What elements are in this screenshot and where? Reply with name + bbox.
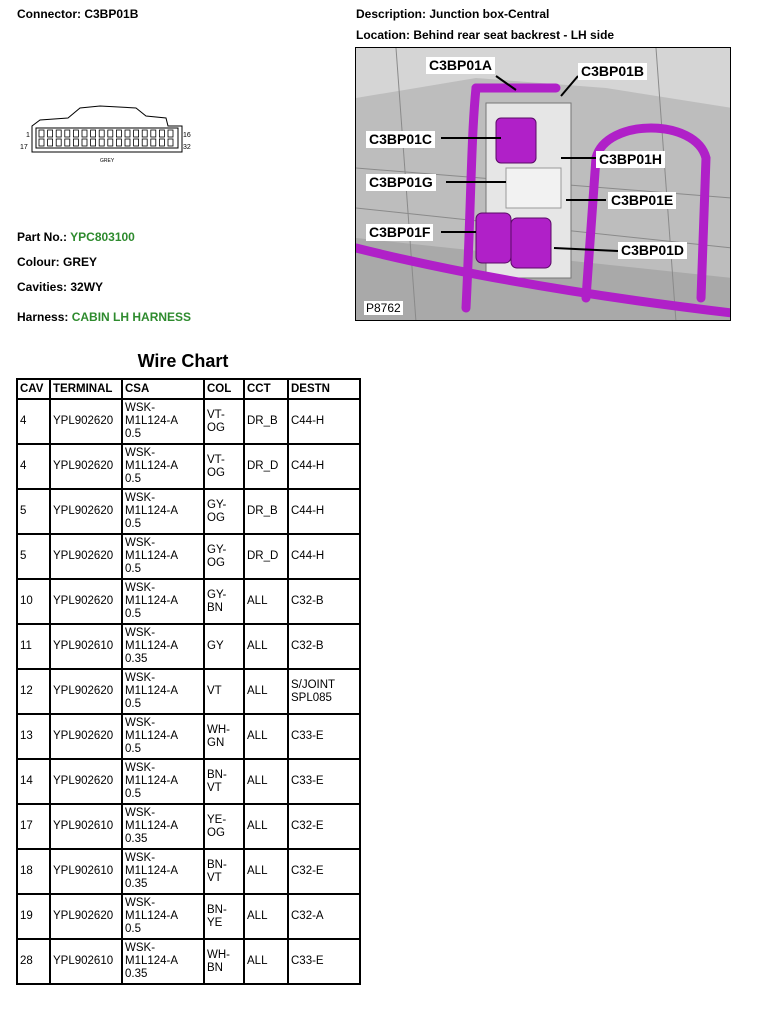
cell-cav: 13 [17, 714, 50, 759]
table-header-row [17, 379, 360, 399]
cell-cct: ALL [244, 579, 288, 624]
connector-pin [82, 139, 87, 146]
cell-csa: WSK- M1L124-A 0.5 [122, 534, 204, 579]
cell-terminal: YPL902620 [50, 579, 122, 624]
connector-pin [56, 130, 61, 137]
cell-col: YE- OG [204, 804, 244, 849]
cell-cav: 11 [17, 624, 50, 669]
connector-pin [159, 130, 164, 137]
cell-col: WH- BN [204, 939, 244, 984]
cell-terminal: YPL902620 [50, 759, 122, 804]
callout-c3bp01f: C3BP01F [366, 224, 433, 241]
connector-pin [159, 139, 164, 146]
cell-cct: ALL [244, 939, 288, 984]
cell-cct: DR_B [244, 489, 288, 534]
cell-col: BN- VT [204, 849, 244, 894]
wire-chart-table [16, 378, 361, 985]
cell-cct: ALL [244, 669, 288, 714]
cell-col: VT- OG [204, 399, 244, 444]
cell-col: VT [204, 669, 244, 714]
connector-pin [48, 130, 53, 137]
cell-cav: 17 [17, 804, 50, 849]
photo-reference: P8762 [366, 301, 401, 315]
cell-destn: C44-H [288, 444, 360, 489]
table-row [17, 444, 360, 489]
connector-label: Connector: C3BP01B [17, 7, 139, 21]
table-row [17, 804, 360, 849]
cell-destn: C32-E [288, 804, 360, 849]
table-row [17, 399, 360, 444]
cell-terminal: YPL902620 [50, 444, 122, 489]
cell-cav: 28 [17, 939, 50, 984]
cell-terminal: YPL902620 [50, 534, 122, 579]
connector-pin [39, 130, 44, 137]
cell-csa: WSK- M1L124-A 0.5 [122, 894, 204, 939]
harness-value: CABIN LH HARNESS [71, 310, 192, 324]
wire-chart-title: Wire Chart [137, 351, 229, 371]
header-csa: CSA [122, 379, 204, 399]
cell-csa: WSK- M1L124-A 0.5 [122, 579, 204, 624]
connector-face-diagram [18, 100, 198, 170]
cell-cct: ALL [244, 624, 288, 669]
cell-cct: ALL [244, 759, 288, 804]
table-row [17, 669, 360, 714]
connector-pin [73, 130, 78, 137]
cell-col: GY- BN [204, 579, 244, 624]
cell-cav: 5 [17, 534, 50, 579]
callout-c3bp01b: C3BP01B [578, 63, 647, 80]
cell-csa: WSK- M1L124-A 0.5 [122, 669, 204, 714]
connector-pin [151, 139, 156, 146]
connector-pin [65, 130, 70, 137]
connector-pin [125, 139, 130, 146]
connector-pin [125, 130, 130, 137]
cell-csa: WSK- M1L124-A 0.5 [122, 489, 204, 534]
header-cav: CAV [17, 379, 50, 399]
table-row [17, 894, 360, 939]
cell-cav: 18 [17, 849, 50, 894]
header-terminal: TERMINAL [50, 379, 122, 399]
callout-c3bp01g: C3BP01G [366, 174, 436, 191]
cell-cct: DR_B [244, 399, 288, 444]
cell-destn: C33-E [288, 714, 360, 759]
connector-pin [142, 139, 147, 146]
connector-pin [91, 130, 96, 137]
cell-col: GY- OG [204, 534, 244, 579]
table-row [17, 849, 360, 894]
description-label: Description: Junction box-Central [356, 7, 550, 21]
cell-destn: C44-H [288, 399, 360, 444]
connector-pin [134, 139, 139, 146]
cell-cav: 4 [17, 399, 50, 444]
connector-pin [39, 139, 44, 146]
cavities-label: Cavities: 32WY [17, 280, 104, 294]
part-number [17, 230, 135, 244]
connector-pin [116, 130, 121, 137]
connector-pin [56, 139, 61, 146]
cell-csa: WSK- M1L124-A 0.35 [122, 849, 204, 894]
cell-cct: DR_D [244, 534, 288, 579]
table-row [17, 939, 360, 984]
cell-cct: ALL [244, 804, 288, 849]
cell-terminal: YPL902610 [50, 849, 122, 894]
table-row [17, 759, 360, 804]
harness [17, 310, 191, 324]
part-number-label: Part No.: [17, 230, 68, 244]
pin-17-label: 17 [20, 144, 28, 151]
header-destn: DESTN [288, 379, 360, 399]
cell-csa: WSK- M1L124-A 0.5 [122, 759, 204, 804]
cell-cav: 5 [17, 489, 50, 534]
location-label: Location: Behind rear seat backrest - LH side [356, 28, 615, 42]
callout-c3bp01a: C3BP01A [426, 57, 495, 74]
cell-csa: WSK- M1L124-A 0.35 [122, 624, 204, 669]
header-col: COL [204, 379, 244, 399]
callout-c3bp01d: C3BP01D [618, 242, 687, 259]
cell-terminal: YPL902620 [50, 489, 122, 534]
connector-pin [134, 130, 139, 137]
cell-terminal: YPL902610 [50, 804, 122, 849]
cell-terminal: YPL902620 [50, 894, 122, 939]
harness-label: Harness: [17, 310, 69, 324]
pin-32-label: 32 [183, 144, 191, 151]
cell-terminal: YPL902610 [50, 939, 122, 984]
cell-col: BN- YE [204, 894, 244, 939]
cell-cav: 14 [17, 759, 50, 804]
cell-csa: WSK- M1L124-A 0.35 [122, 804, 204, 849]
cell-terminal: YPL902620 [50, 714, 122, 759]
cell-col: BN- VT [204, 759, 244, 804]
cell-csa: WSK- M1L124-A 0.35 [122, 939, 204, 984]
connector-pin [91, 139, 96, 146]
connector-pin [108, 139, 113, 146]
cell-terminal: YPL902620 [50, 669, 122, 714]
connector-pin [116, 139, 121, 146]
connector-pin [168, 130, 173, 137]
cell-destn: C32-B [288, 624, 360, 669]
cell-cct: ALL [244, 894, 288, 939]
callout-c3bp01c: C3BP01C [366, 131, 435, 148]
cell-destn: C32-E [288, 849, 360, 894]
connector-pin [142, 130, 147, 137]
cell-destn: C33-E [288, 939, 360, 984]
pin-16-label: 16 [183, 132, 191, 139]
connector-pin [168, 139, 173, 146]
table-row [17, 489, 360, 534]
cell-cct: ALL [244, 714, 288, 759]
cell-cav: 10 [17, 579, 50, 624]
callout-c3bp01h: C3BP01H [596, 151, 665, 168]
colour-label: Colour: GREY [17, 255, 97, 269]
cell-destn: C44-H [288, 489, 360, 534]
cell-destn: C32-B [288, 579, 360, 624]
connector-pin [99, 130, 104, 137]
connector-colour-label: GREY [100, 158, 115, 164]
connector-pin [82, 130, 87, 137]
cell-col: WH- GN [204, 714, 244, 759]
connector-pin [73, 139, 78, 146]
location-photo [355, 47, 731, 321]
cell-destn: C32-A [288, 894, 360, 939]
table-row [17, 714, 360, 759]
cell-cct: DR_D [244, 444, 288, 489]
cell-csa: WSK- M1L124-A 0.5 [122, 399, 204, 444]
connector-pin [48, 139, 53, 146]
cell-terminal: YPL902610 [50, 624, 122, 669]
cell-cav: 12 [17, 669, 50, 714]
table-row [17, 624, 360, 669]
cell-destn: S/JOINT SPL085 [288, 669, 360, 714]
cell-col: VT- OG [204, 444, 244, 489]
header-cct: CCT [244, 379, 288, 399]
connector-pin [108, 130, 113, 137]
cell-terminal: YPL902620 [50, 399, 122, 444]
cell-destn: C33-E [288, 759, 360, 804]
connector-pin [65, 139, 70, 146]
table-row [17, 534, 360, 579]
table-row [17, 579, 360, 624]
cell-col: GY- OG [204, 489, 244, 534]
pin-1-label: 1 [26, 132, 30, 139]
connector-pin [151, 130, 156, 137]
cell-csa: WSK- M1L124-A 0.5 [122, 714, 204, 759]
cell-cav: 4 [17, 444, 50, 489]
cell-csa: WSK- M1L124-A 0.5 [122, 444, 204, 489]
part-number-value: YPC803100 [70, 230, 135, 244]
cell-destn: C44-H [288, 534, 360, 579]
cell-col: GY [204, 624, 244, 669]
callout-c3bp01e: C3BP01E [608, 192, 676, 209]
connector-pin [99, 139, 104, 146]
cell-cav: 19 [17, 894, 50, 939]
cell-cct: ALL [244, 849, 288, 894]
